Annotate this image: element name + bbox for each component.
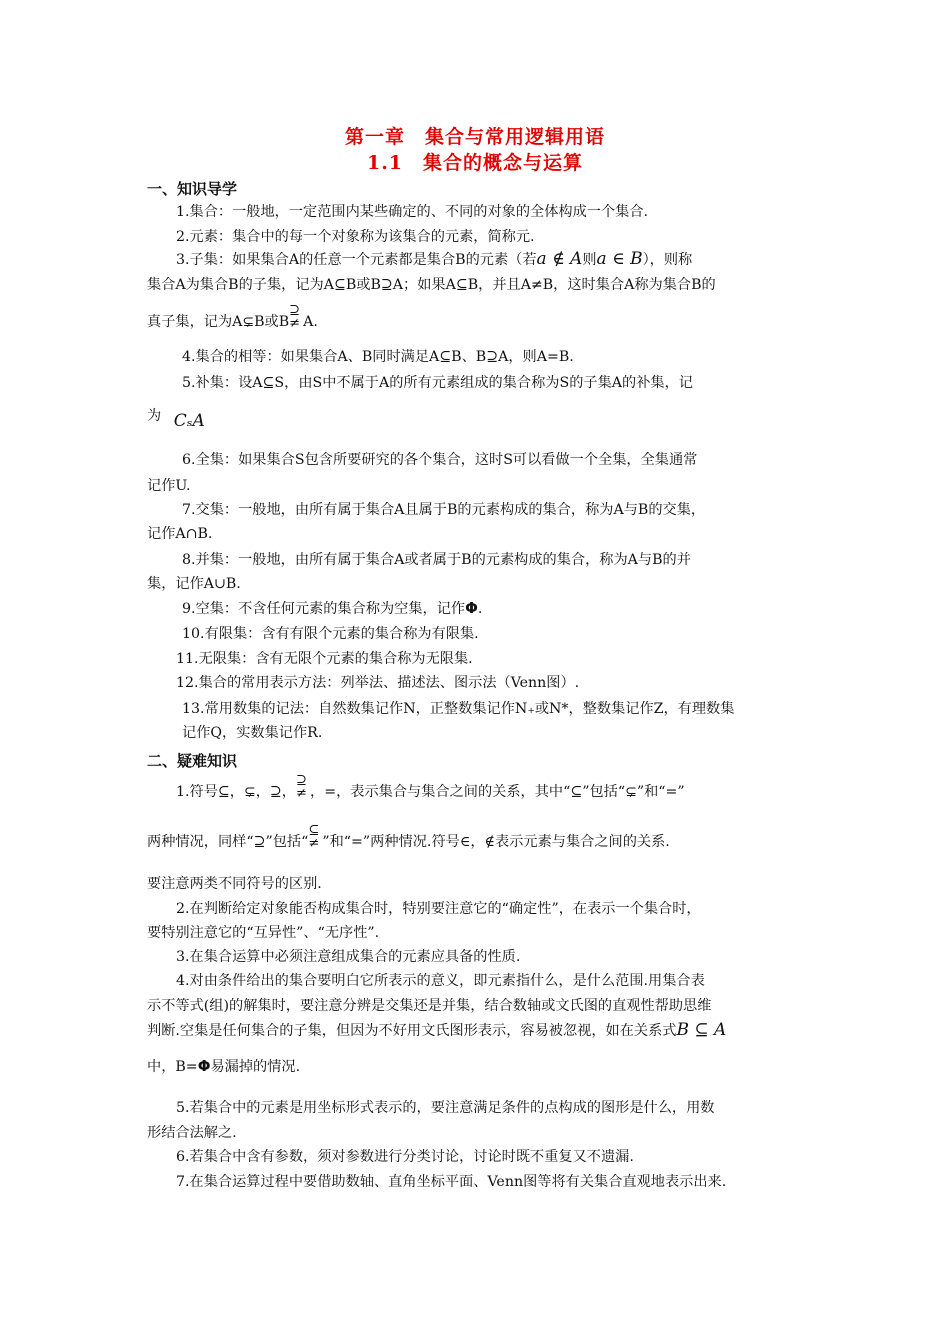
section-title: 1.1 集合的概念与运算 <box>366 152 584 174</box>
math-a-in-B: a ∈ B <box>596 249 643 269</box>
item-11: 11.无限集：含有无限个元素的集合称为无限集. <box>176 651 473 667</box>
difficulty-2-line2: 要特别注意它的“互异性”、“无序性”. <box>147 925 380 941</box>
difficulty-1-line1: 1.符号⊆，⊊，⊇， ⊇ ≠ ，=，表示集合与集合之间的关系，其中“⊆”包括“⊊”和“=” <box>176 773 685 801</box>
difficulty-1-line2: 两种情况，同样“⊇”包括“ ⊆ ≠ ”和“=”两种情况.符号∈，∉表示元素与集合之间的关系. <box>147 823 670 851</box>
item-10: 10.有限集：含有有限个元素的集合称为有限集. <box>182 626 479 642</box>
item-3-line3: 真子集，记为A⊊B或B ⊇ ≠ A. <box>147 303 318 331</box>
difficulty-4-line1: 4.对由条件给出的集合要明白它所表示的意义，即元素指什么，是什么范围.用集合表 <box>176 973 705 989</box>
proper-subset-stacked-symbol: ⊆ ≠ <box>308 823 320 851</box>
chapter-title: 第一章 集合与常用逻辑用语 <box>344 126 605 148</box>
item-6-line1: 6.全集：如果集合S包含所要研究的各个集合，这时S可以看做一个全集，全集通常 <box>182 452 698 468</box>
difficulty-1-line3: 要注意两类不同符号的区别. <box>147 876 322 892</box>
difficulty-3: 3.在集合运算中必须注意组成集合的元素应具备的性质. <box>176 949 521 965</box>
proper-subset-symbol: ⊊ <box>244 784 256 800</box>
item-12: 12.集合的常用表示方法：列举法、描述法、图示法（Venn图）. <box>176 675 580 691</box>
item-7-line1: 7.交集：一般地，由所有属于集合A且属于B的元素构成的集合，称为A与B的交集， <box>182 502 706 518</box>
difficulty-5-line2: 形结合法解之. <box>147 1125 237 1141</box>
item-5-line2: 为 CₛA <box>147 408 205 431</box>
item-6-line2: 记作U. <box>147 478 191 494</box>
item-4: 4.集合的相等：如果集合A、B同时满足A⊆B、B⊇A，则A=B. <box>182 349 574 365</box>
proper-subset-symbol: ⊊ <box>242 314 255 330</box>
item-8-line1: 8.并集：一般地，由所有属于集合A或者属于B的元素构成的集合，称为A与B的并 <box>182 552 691 568</box>
section2-heading: 二、疑难知识 <box>147 752 238 770</box>
item-3-line1: 3.子集：如果集合A的任意一个元素都是集合B的元素（若a ∉ A则a ∈ B），则称 <box>176 249 693 269</box>
math-complement: CₛA <box>173 411 205 431</box>
empty-set-symbol: Φ <box>465 599 478 617</box>
item-13-line1: 13.常用数集的记法：自然数集记作N，正整数集记作N₊或N*，整数集记作Z，有理数集 <box>182 701 735 717</box>
difficulty-7: 7.在集合运算过程中要借助数轴、直角坐标平面、Venn图等将有关集合直观地表示出来. <box>176 1174 727 1190</box>
empty-set-symbol: Φ <box>197 1057 211 1075</box>
math-a-notin-A: a ∉ A <box>536 249 583 269</box>
item-3-line2: 集合A为集合B的子集，记为A⊆B或B⊇A；如果A⊆B，并且A≠B，这时集合A称为集合B的 <box>147 277 716 293</box>
proper-superset-symbol: ⊇ ≠ <box>289 303 301 331</box>
item-1: 1.集合：一般地，一定范围内某些确定的、不同的对象的全体构成一个集合. <box>176 204 649 220</box>
item-13-line2: 记作Q，实数集记作R. <box>182 725 323 741</box>
item-7-line2: 记作A∩B. <box>147 526 213 542</box>
neq-symbol: ≠ <box>530 277 543 293</box>
difficulty-4-line3: 判断.空集是任何集合的子集，但因为不好用文氏图形表示，容易被忽视，如在关系式B ⊆ A <box>147 1020 727 1040</box>
difficulty-6: 6.若集合中含有参数，须对参数进行分类讨论，讨论时既不重复又不遗漏. <box>176 1149 634 1165</box>
difficulty-2-line1: 2.在判断给定对象能否构成集合时，特别要注意它的“确定性”，在表示一个集合时， <box>176 901 701 917</box>
difficulty-4-line4: 中，B=Φ易漏掉的情况. <box>147 1057 301 1075</box>
item-5-line1: 5.补集：设A⊆S，由S中不属于A的所有元素组成的集合称为S的子集A的补集，记 <box>182 375 693 391</box>
difficulty-5-line1: 5.若集合中的元素是用坐标形式表示的，要注意满足条件的点构成的图形是什么，用数 <box>176 1100 715 1116</box>
math-B-sub-A: B ⊆ A <box>676 1020 727 1040</box>
item-9: 9.空集：不含任何元素的集合称为空集，记作Φ. <box>182 599 483 617</box>
item-2: 2.元素：集合中的每一个对象称为该集合的元素，简称元. <box>176 229 535 245</box>
difficulty-4-line2: 示不等式(组)的解集时，要注意分辨是交集还是并集，结合数轴或文氏图的直观性帮助思维 <box>147 998 712 1014</box>
item-8-line2: 集，记作A∪B. <box>147 576 241 592</box>
proper-subset-symbol: ⊊ <box>625 784 637 800</box>
proper-superset-symbol: ⊇ ≠ <box>296 773 307 801</box>
section1-heading: 一、知识导学 <box>147 180 238 198</box>
